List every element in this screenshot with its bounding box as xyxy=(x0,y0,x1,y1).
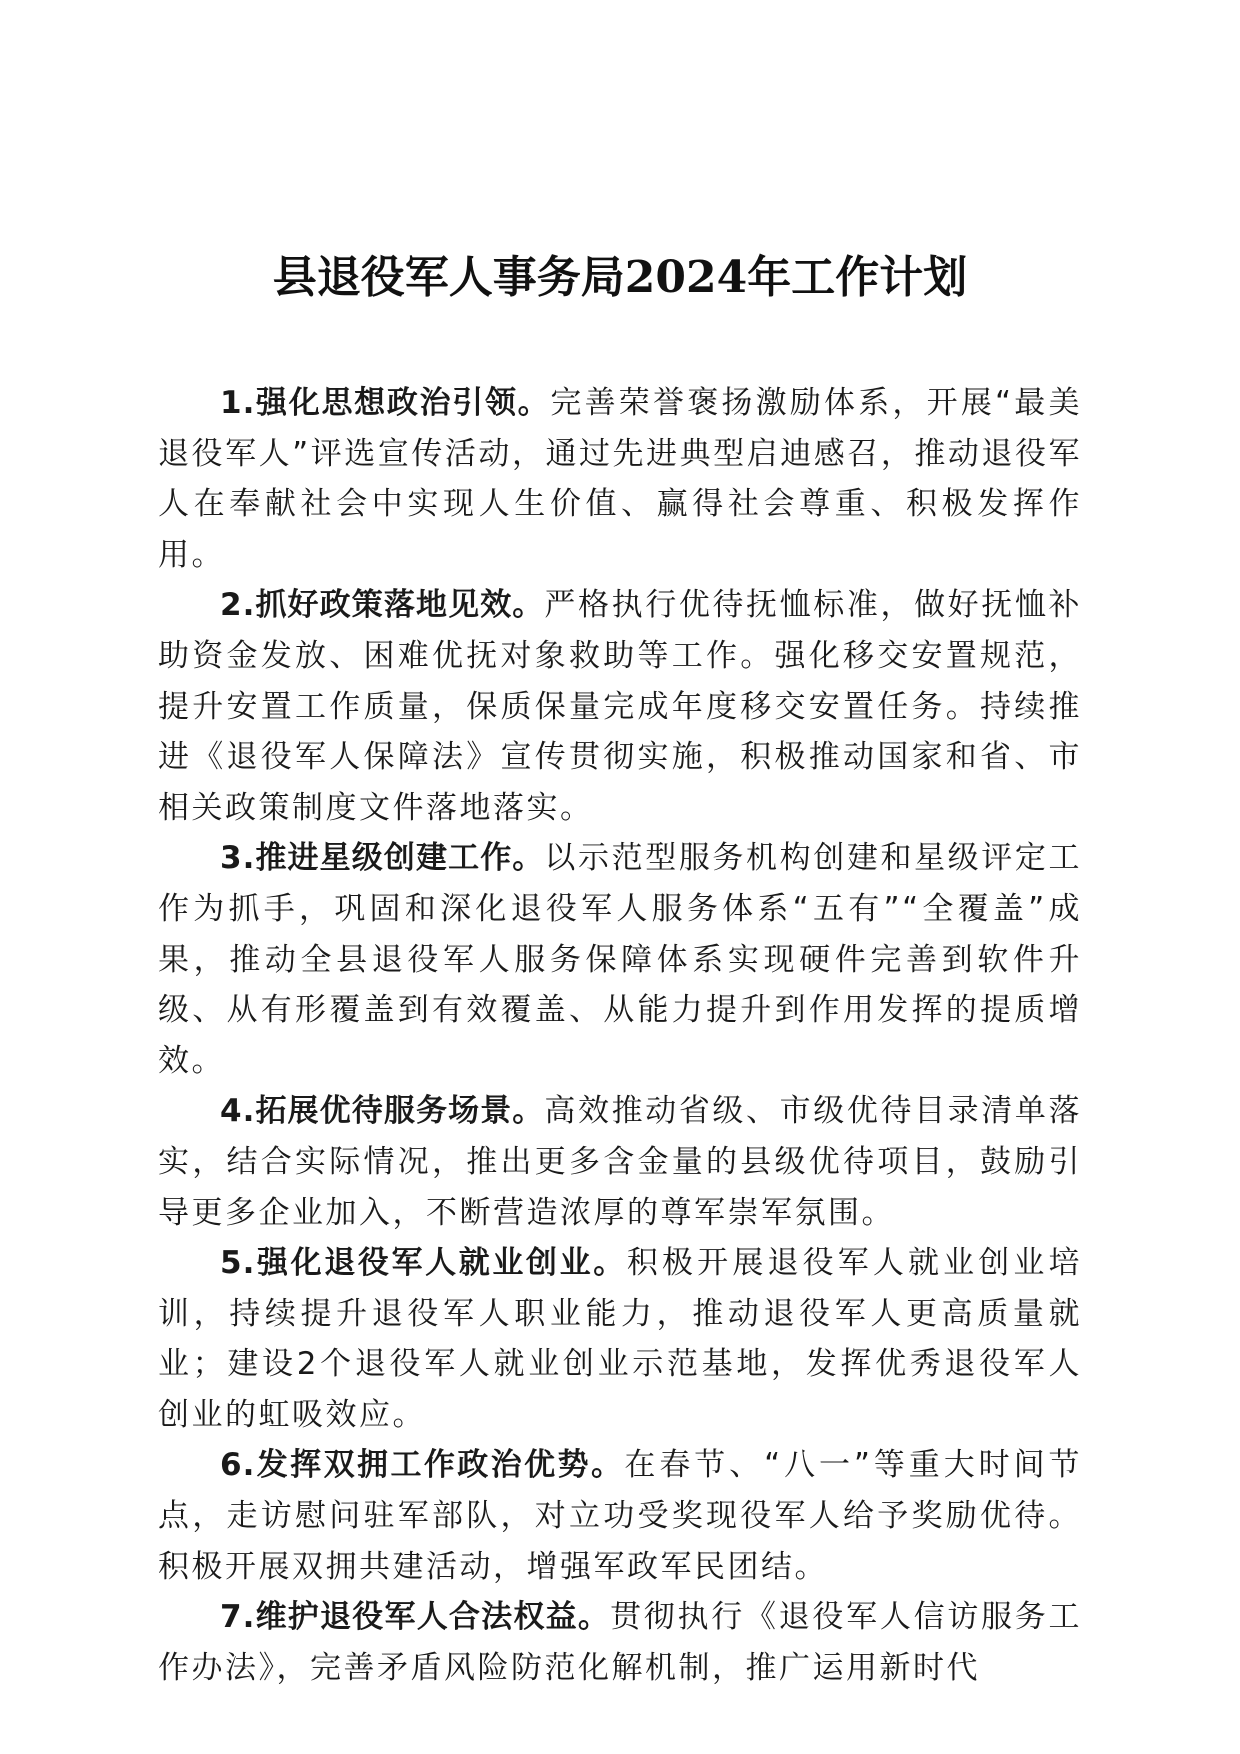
paragraph-heading: 7.维护退役军人合法权益。 xyxy=(220,1599,611,1636)
document-title: 县退役军人事务局2024年工作计划 xyxy=(272,252,968,303)
paragraph-item-1 xyxy=(158,378,1082,580)
paragraph-item-4 xyxy=(158,1086,1082,1238)
paragraph-item-5 xyxy=(158,1238,1082,1440)
paragraph-item-2 xyxy=(158,580,1082,833)
paragraph-heading: 1.强化思想政治引领。 xyxy=(220,385,551,421)
paragraph-text: 积极开展退役军人就业创业培训，持续提升退役军人职业能力，推动退役军人更高质量就业；建设2个退役军人就业创业示范基地，发挥优秀退役军人创业的虹吸效应。 xyxy=(158,1245,1082,1433)
paragraph-text: 严格执行优待抚恤标准，做好抚恤补助资金发放、困难优抚对象救助等工作。强化移交安置规范，提升安置工作质量，保质保量完成年度移交安置任务。持续推进《退役军人保障法》宣传贯彻实施，积极推动国家和省、市相关政策制度文件落地落实。 xyxy=(158,587,1082,826)
paragraph-heading: 2.抓好政策落地见效。 xyxy=(220,587,545,624)
paragraph-item-3 xyxy=(158,833,1082,1086)
paragraph-text: 以示范型服务机构创建和星级评定工作为抓手，巩固和深化退役军人服务体系“五有”“全覆盖”成果，推动全县退役军人服务保障体系实现硬件完善到软件升级、从有形覆盖到有效覆盖、从能力提升到作用发挥的提质增效。 xyxy=(158,840,1082,1079)
paragraph-heading: 6.发挥双拥工作政治优势。 xyxy=(220,1447,625,1484)
paragraph-item-7 xyxy=(158,1592,1082,1693)
paragraph-item-6 xyxy=(158,1440,1082,1592)
paragraph-text: 高效推动省级、市级优待目录清单落实，结合实际情况，推出更多含金量的县级优待项目，鼓励引导更多企业加入，不断营造浓厚的尊军崇军氛围。 xyxy=(158,1093,1082,1231)
paragraph-text: 贯彻执行《退役军人信访服务工作办法》，完善矛盾风险防范化解机制，推广运用新时代 xyxy=(158,1599,1082,1686)
paragraph-heading: 5.强化退役军人就业创业。 xyxy=(220,1245,627,1282)
paragraph-heading: 3.推进星级创建工作。 xyxy=(220,840,545,877)
paragraph-text: 在春节、“八一”等重大时间节点，走访慰问驻军部队，对立功受奖现役军人给予奖励优待。积极开展双拥共建活动，增强军政军民团结。 xyxy=(158,1447,1082,1585)
paragraph-text: 完善荣誉褒扬激励体系，开展“最美退役军人”评选宣传活动，通过先进典型启迪感召，推动退役军人在奉献社会中实现人生价值、赢得社会尊重、积极发挥作用。 xyxy=(158,385,1082,573)
paragraph-heading: 4.拓展优待服务场景。 xyxy=(220,1093,545,1130)
document-body xyxy=(158,378,1082,1693)
